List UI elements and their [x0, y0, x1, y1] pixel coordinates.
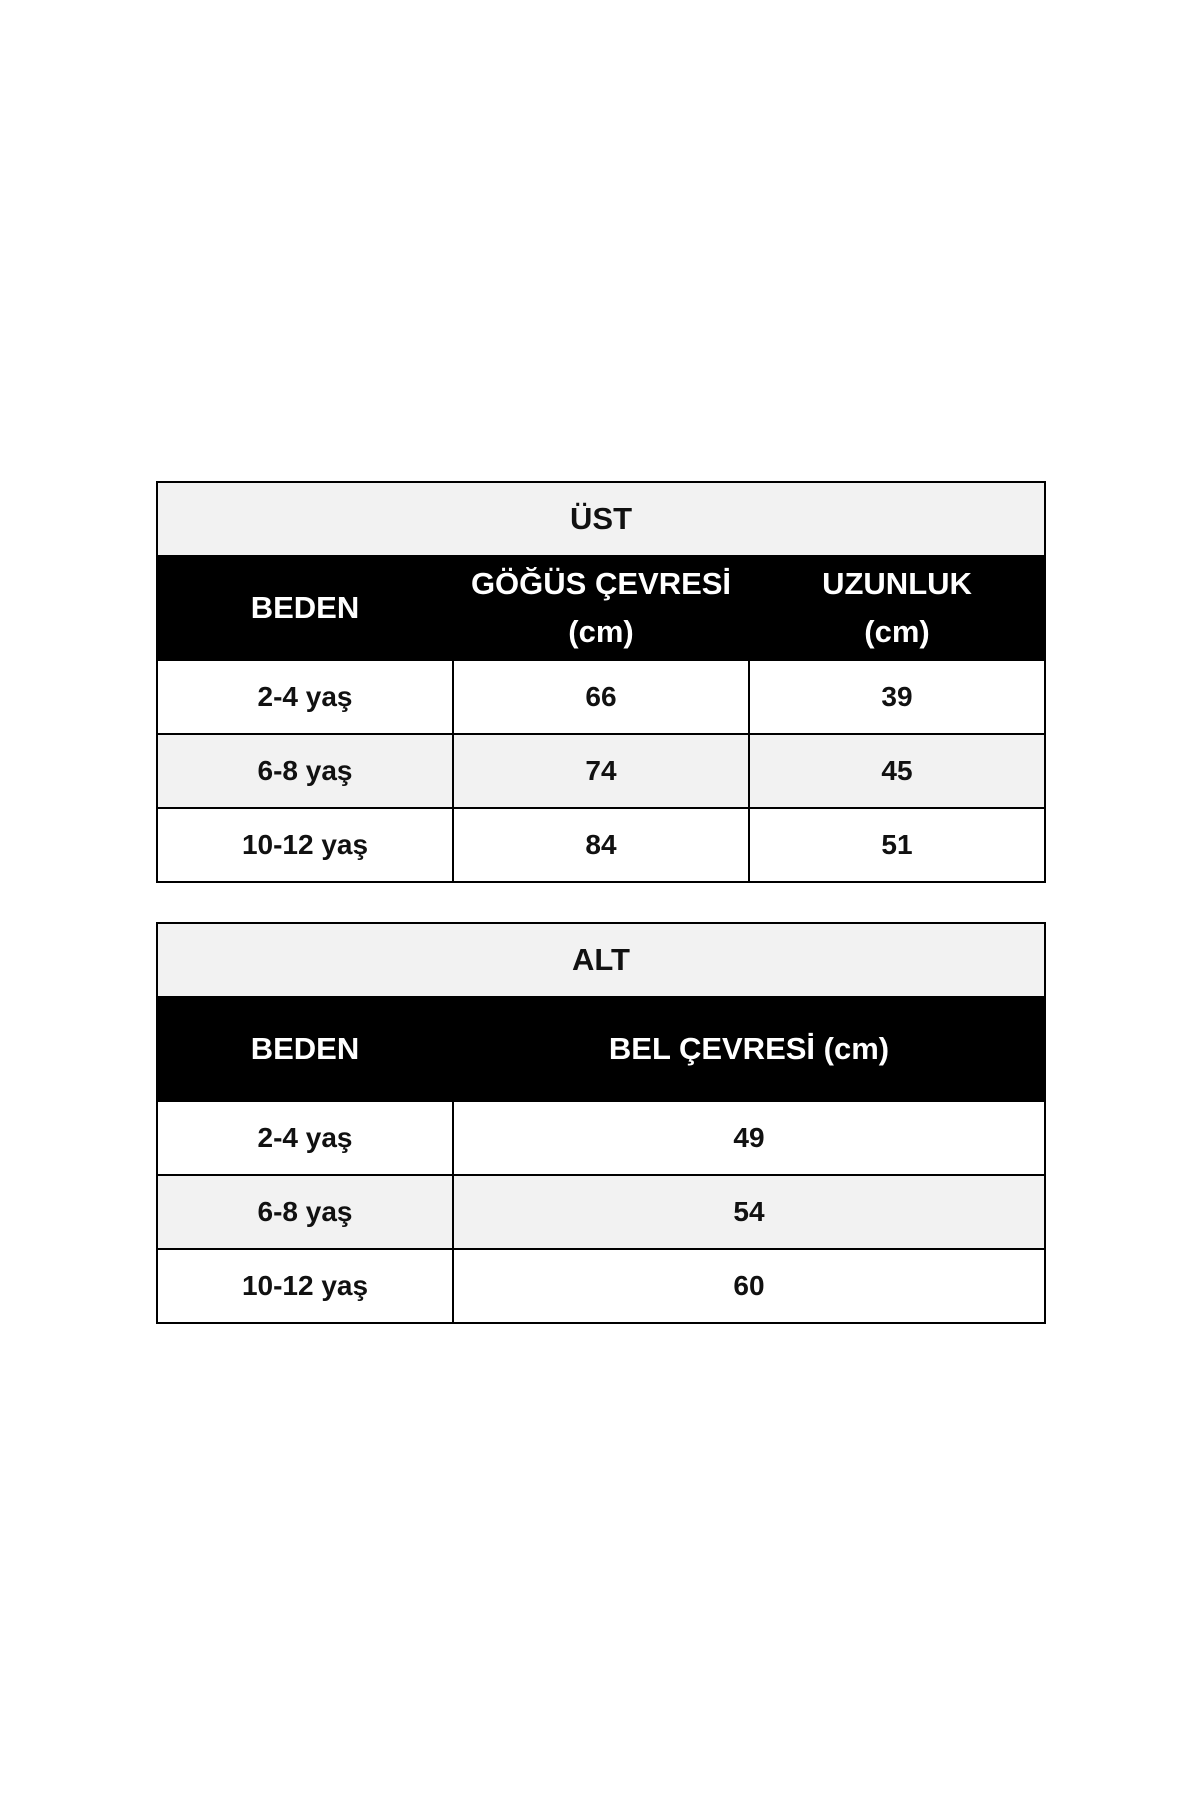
table-title: ÜST — [157, 482, 1045, 556]
cell-size: 10-12 yaş — [157, 1249, 453, 1323]
header-waist: BEL ÇEVRESİ (cm) — [453, 997, 1045, 1101]
table-row — [157, 1249, 1045, 1323]
cell-chest: 66 — [453, 660, 749, 734]
table-header-row — [157, 556, 1045, 660]
top-size-table — [156, 481, 1046, 883]
cell-waist: 54 — [453, 1175, 1045, 1249]
table-title-row — [157, 482, 1045, 556]
cell-size: 6-8 yaş — [157, 734, 453, 808]
header-chest-unit: (cm) — [568, 614, 634, 649]
table-header-row — [157, 997, 1045, 1101]
header-chest-label: GÖĞÜS ÇEVRESİ — [470, 566, 732, 601]
cell-size: 2-4 yaş — [157, 1101, 453, 1175]
cell-waist: 49 — [453, 1101, 1045, 1175]
cell-chest: 74 — [453, 734, 749, 808]
header-chest — [453, 556, 749, 660]
table-row — [157, 1101, 1045, 1175]
cell-length: 39 — [749, 660, 1045, 734]
table-row — [157, 808, 1045, 882]
cell-length: 51 — [749, 808, 1045, 882]
table-title: ALT — [157, 923, 1045, 997]
cell-size: 6-8 yaş — [157, 1175, 453, 1249]
header-size: BEDEN — [157, 556, 453, 660]
table-row — [157, 1175, 1045, 1249]
header-length-unit: (cm) — [864, 614, 930, 649]
bottom-size-table — [156, 922, 1046, 1324]
header-size: BEDEN — [157, 997, 453, 1101]
table-title-row — [157, 923, 1045, 997]
cell-size: 2-4 yaş — [157, 660, 453, 734]
table-row — [157, 660, 1045, 734]
cell-chest: 84 — [453, 808, 749, 882]
cell-waist: 60 — [453, 1249, 1045, 1323]
cell-length: 45 — [749, 734, 1045, 808]
header-length — [749, 556, 1045, 660]
header-length-label: UZUNLUK — [822, 566, 972, 601]
table-row — [157, 734, 1045, 808]
cell-size: 10-12 yaş — [157, 808, 453, 882]
